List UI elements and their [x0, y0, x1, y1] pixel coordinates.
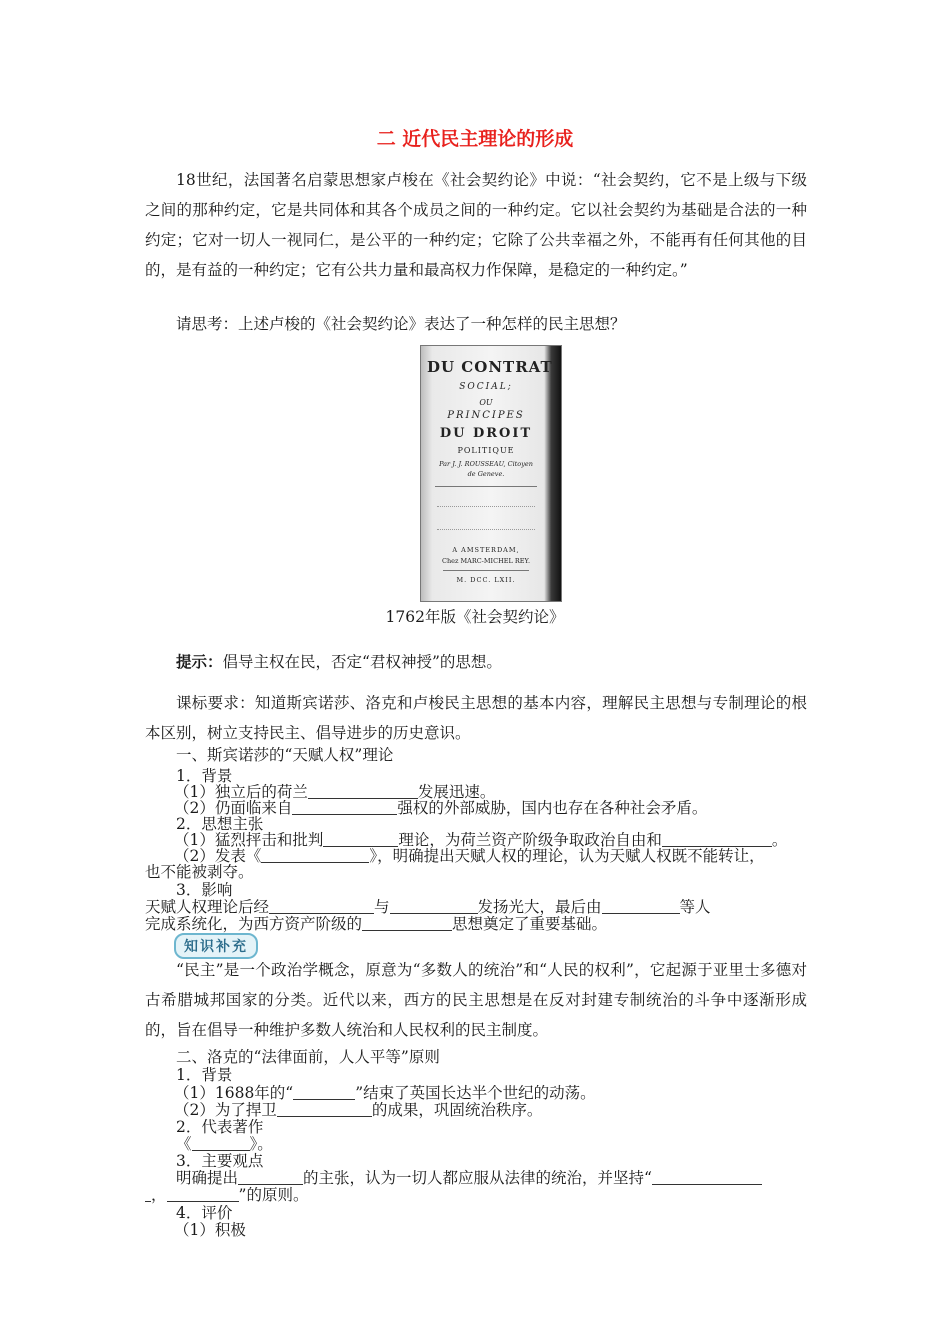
text: 完成系统化，为西方资产阶级的 — [145, 915, 363, 933]
text: 等人 — [679, 898, 711, 916]
text: （2）发表《 — [174, 847, 262, 865]
text: 发扬光大，最后由 — [477, 898, 602, 916]
fill-blank[interactable] — [390, 898, 478, 914]
text: ”结束了英国长达半个世纪的动荡。 — [355, 1084, 596, 1102]
text: ”的原则。 — [238, 1186, 309, 1204]
book-year-line: M. DCC. LXII. — [456, 576, 516, 584]
text: （1）猛烈抨击和批判 — [174, 831, 324, 849]
page-title: 二 近代民主理论的形成 — [376, 128, 574, 150]
book-author-line: Par J. J. ROUSSEAU, Citoyen — [439, 460, 533, 468]
book-rule — [443, 570, 529, 571]
fill-blank[interactable] — [292, 799, 397, 815]
s1-influence-line-2 — [145, 915, 825, 934]
book-politique-line: POLITIQUE — [457, 446, 515, 455]
fill-blank[interactable] — [362, 915, 452, 931]
text: 理论，为荷兰资产阶级争取政治自由和 — [398, 831, 662, 849]
book-title-line: DU CONTRAT — [427, 358, 553, 376]
section2-heading: 二、洛克的“法律面前，人人平等”原则 — [176, 1048, 440, 1066]
fill-blank[interactable] — [192, 1135, 250, 1151]
knowledge-supplement-badge: 知识补充 — [174, 933, 258, 959]
s1-ideas-item-2-cont: 也不能被剥夺。 — [145, 863, 254, 881]
s2-background-heading: 1．背景 — [176, 1066, 233, 1084]
fill-blank[interactable] — [602, 898, 680, 914]
intro-question: 请思考：上述卢梭的《社会契约论》表达了一种怎样的民主思想？ — [176, 315, 626, 333]
text: 与 — [374, 898, 390, 916]
text: （1）1688年的“ — [174, 1084, 294, 1102]
book-cover-image — [420, 345, 562, 602]
fill-blank[interactable] — [238, 1169, 303, 1185]
fill-blank[interactable] — [269, 898, 374, 914]
text: 强权的外部威胁，国内也存在各种社会矛盾。 — [397, 799, 708, 817]
fill-blank[interactable] — [652, 1169, 762, 1185]
book-subtitle-line: SOCIAL; — [459, 382, 513, 392]
text: （1）独立后的荷兰 — [174, 783, 308, 801]
fill-blank[interactable] — [261, 847, 369, 863]
text: 思想奠定了重要基础。 — [452, 915, 608, 933]
fill-blank[interactable] — [167, 1186, 239, 1202]
fill-blank[interactable] — [308, 783, 418, 799]
text: 《 — [176, 1135, 192, 1153]
book-epigraph — [437, 506, 535, 530]
s1-ideas-heading: 2．思想主张 — [176, 815, 264, 833]
book-droit-line: DU DROIT — [439, 426, 533, 441]
text: 》。 — [249, 1135, 273, 1153]
s1-background-heading: 1．背景 — [176, 767, 233, 785]
curriculum-standard: 课标要求：知道斯宾诺莎、洛克和卢梭民主思想的基本内容，理解民主思想与专制理论的根本区别，树立支持民主、倡导进步的历史意识。 — [145, 694, 807, 742]
hint-line — [176, 651, 856, 673]
text: （2）为了捍卫 — [174, 1101, 277, 1119]
hint-text: 倡导主权在民，否定“君权神授”的思想。 — [222, 653, 502, 671]
intro-quote: 18世纪，法国著名启蒙思想家卢梭在《社会契约论》中说：“社会契约，它不是上级与下级之间的那种约定，它是共同体和其各个成员之间的一种约定。它以社会契约为基础是合法的一种约定；它对一切人一视同仁，是公平的一种约定；它除了公共幸福之外，不能再有任何其他的目的，是有益的一种约定；它有公共力量和最高权力作保障，是稳定的一种约定。” — [145, 171, 807, 279]
text: 》，明确提出天赋人权的理论，认为天赋人权既不能转让， — [369, 847, 765, 865]
text: 的主张，认为一切人都应服从法律的统治，并坚持“ — [303, 1169, 652, 1187]
supplement-text: “民主”是一个政治学概念，原意为“多数人的统治”和“人民的权利”，它起源于亚里士多德对古希腊城邦国家的分类。近代以来，西方的民主思想是在反对封建专制统治的斗争中逐渐形成的，旨在倡导一种维护多数人统治和人民权利的民主制度。 — [145, 961, 807, 1039]
book-principes-line: PRINCIPES — [447, 410, 525, 421]
book-rule — [435, 486, 537, 487]
text: 明确提出 — [176, 1169, 239, 1187]
hint-label: 提示： — [176, 652, 223, 671]
section1-heading: 一、斯宾诺莎的“天赋人权”理论 — [176, 746, 394, 764]
fill-blank[interactable] — [662, 831, 772, 847]
text: （2）仍面临来自 — [174, 799, 293, 817]
book-place-line: A AMSTERDAM, — [452, 546, 520, 554]
text: 发展迅速。 — [417, 783, 496, 801]
image-caption: 1762年版《社会契约论》 — [385, 608, 565, 626]
fill-blank[interactable] — [277, 1101, 372, 1117]
s2-works-heading: 2．代表著作 — [176, 1118, 264, 1136]
book-publisher-line: Chez MARC-MICHEL REY. — [441, 557, 531, 565]
book-city-line: de Geneve. — [467, 470, 505, 478]
text: 天赋人权理论后经 — [145, 898, 270, 916]
book-or-line: OU — [479, 398, 493, 407]
s2-evaluation-heading: 4．评价 — [176, 1204, 233, 1222]
fill-blank[interactable] — [293, 1084, 355, 1100]
text: 。 — [771, 831, 788, 849]
s1-influence-heading: 3．影响 — [176, 881, 233, 899]
fill-blank[interactable] — [323, 831, 398, 847]
text: ， — [151, 1186, 167, 1204]
text: 的成果，巩固统治秩序。 — [371, 1101, 543, 1119]
s2-evaluation-item-1: （1）积极 — [174, 1221, 246, 1239]
s2-views-heading: 3．主要观点 — [176, 1152, 264, 1170]
s2-views-line-2 — [145, 1186, 825, 1205]
